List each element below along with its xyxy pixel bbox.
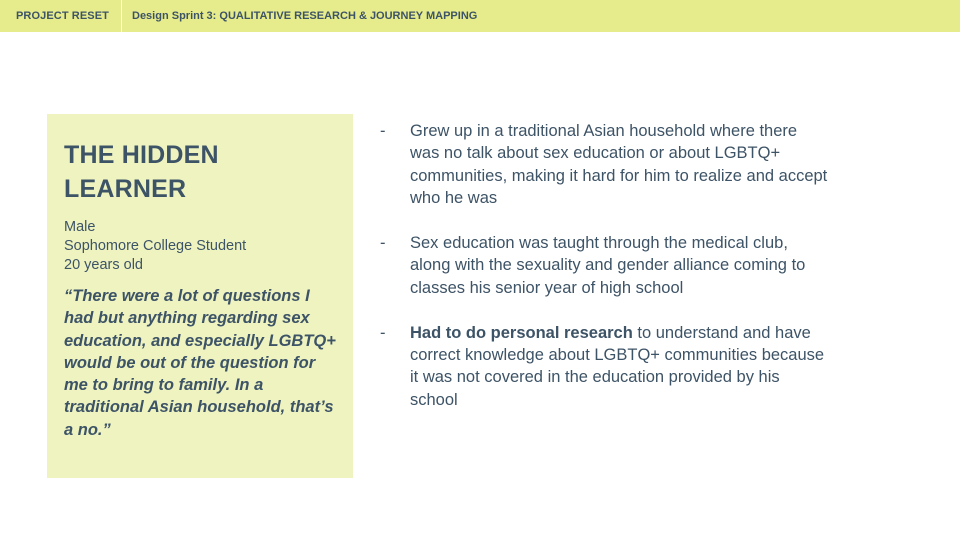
persona-card [47, 114, 353, 478]
bullet-dash: - [380, 122, 386, 140]
finding-text: Grew up in a traditional Asian household where there was no talk about sex education or about LGBTQ+ communities, making it hard for him to realize and accept who he was [410, 122, 828, 208]
finding-text: to understand and have correct knowledge about LGBTQ+ communities because it was not covered in the education provided by his school [410, 323, 825, 409]
finding-emphasis: Had to do personal research [410, 323, 633, 342]
persona-meta [64, 218, 336, 275]
bullet-dash: - [380, 234, 386, 253]
persona-title-line2: LEARNER [64, 175, 187, 203]
finding-item [378, 322, 828, 412]
persona-role: Sophomore College Student [64, 238, 247, 254]
persona-title-line1: THE HIDDEN [64, 141, 219, 169]
finding-item [378, 120, 828, 210]
finding-text: Sex education was taught through the medical club, along with the sexuality and gender alliance coming to classes his senior year of high school [410, 234, 806, 297]
persona-age: 20 years old [64, 257, 143, 273]
persona-quote: “There were a lot of questions I had but anything regarding sex education, and especially LGBTQ+ would be out of the question for me to bring to family. In a traditional Asian household, that’s a no.” [64, 287, 336, 439]
sprint-label: Design Sprint 3: QUALITATIVE RESEARCH & JOURNEY MAPPING [132, 10, 478, 22]
finding-item [378, 232, 828, 299]
persona-gender: Male [64, 219, 96, 235]
persona-title [64, 138, 336, 206]
project-label: PROJECT RESET [0, 0, 122, 32]
findings-list [378, 120, 828, 434]
bullet-dash: - [380, 323, 386, 342]
header-bar [0, 0, 960, 32]
